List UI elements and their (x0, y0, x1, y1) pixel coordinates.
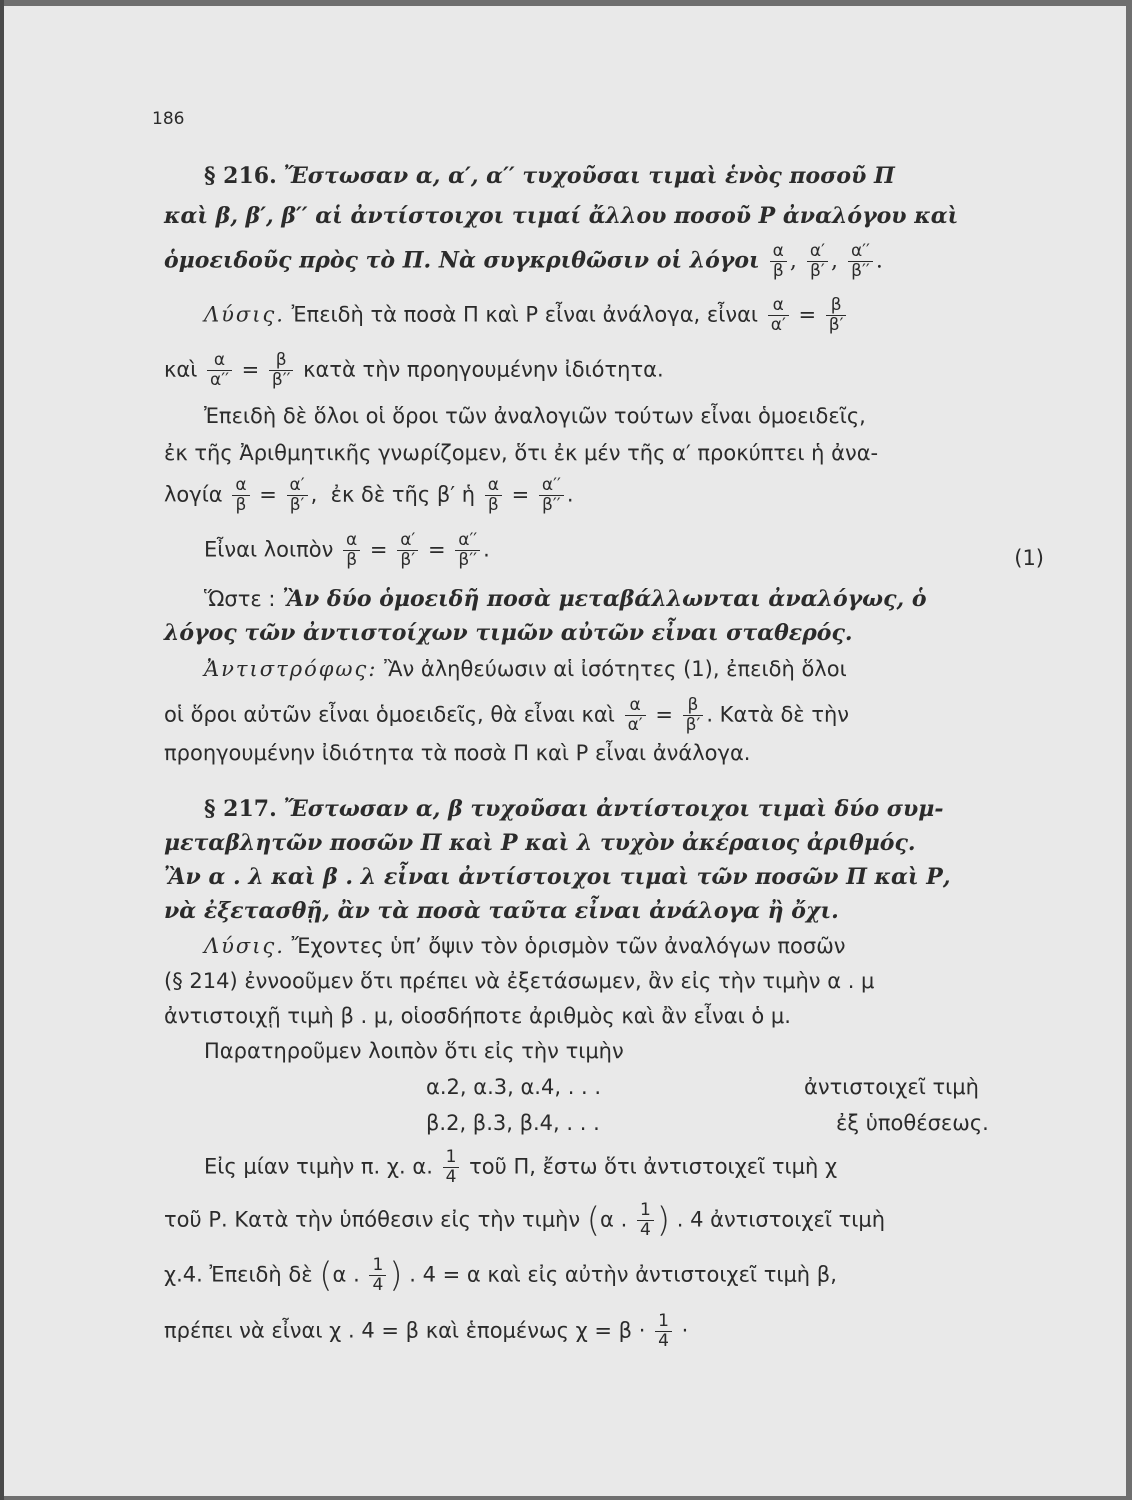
question-line3: χ.4. Ἐπειδὴ δὲ (α . $\frac{1}{4}$ ) . 4 = α καὶ εἰς αὐτὴν ἀντιστοιχεῖ τιμὴ β, (164, 1255, 837, 1296)
q4-text-a: πρέπει νὰ εἶναι χ . 4 = β καὶ ἑπομένως χ = β · (164, 1318, 646, 1343)
rule-line1 (204, 584, 927, 615)
converse-text2b: Κατὰ δὲ τὴν (719, 702, 850, 727)
section-217-solution-line1 (204, 931, 846, 961)
sol2-kai: καὶ (164, 357, 198, 382)
section-216-number: § 216. (204, 163, 277, 189)
q2-fraction: $\frac{1}{4}$ (637, 1201, 654, 1240)
equation-1-line: Εἶναι λοιπὸν $\frac{\alpha}{\beta}$ = $\frac{\alpha'}{\beta'}$ = $\frac{\alpha''}{\beta''}$ . (1) (204, 531, 1044, 570)
q4-text-b: · (681, 1318, 689, 1343)
equation-number: (1) (1014, 546, 1044, 570)
p2-fraction-3: $\frac{\alpha}{\beta}$ (485, 476, 502, 515)
sol2-fraction-1: $\frac{\alpha}{\alpha''}$ (207, 351, 232, 390)
section-216-line1: Ἔστωσαν α, α′, α′′ τυχοῦσαι τιμαὶ ἑνὸς ποσοῦ Π (283, 163, 895, 189)
p2-text: ἐκ δὲ τῆς β′ ἡ (330, 482, 476, 507)
question-line4 (164, 1312, 688, 1351)
section-217-solution-line2: (§ 214) ἐννοοῦμεν ὅτι πρέπει νὰ ἐξετάσωμεν, ἂν εἰς τὴν τιμὴν α . μ (164, 969, 875, 993)
solution-label-217: Λύσις. (204, 934, 285, 958)
p2-logia: λογία (164, 482, 223, 507)
converse-line3: προηγουμένην ἰδιότητα τὰ ποσὰ Π καὶ Ρ εἶναι ἀνάλογα. (164, 741, 751, 765)
p2-fraction-1: $\frac{\alpha}{\beta}$ (232, 476, 249, 515)
values-row-1-right: ἀντιστοιχεῖ τιμὴ (804, 1075, 979, 1099)
paragraph-2-line2: ἐκ τῆς Ἀριθμητικῆς γνωρίζομεν, ὅτι ἐκ μέν τῆς α′ προκύπτει ἡ ἀνα- (164, 441, 879, 465)
section-217-solution-line3: ἀντιστοιχῇ τιμὴ β . μ, οἱοσδήποτε ἀριθμὸς καὶ ἂν εἶναι ὁ μ. (164, 1004, 791, 1028)
converse-line2: οἱ ὅροι αὐτῶν εἶναι ὁμοειδεῖς, θὰ εἶναι καὶ $\frac{\alpha}{\alpha'}$ = $\frac{\beta}{\beta'}$ . Κατὰ δὲ τὴν (164, 695, 850, 735)
section-217-number: § 217. (204, 796, 277, 822)
section-216-solution-line2: καὶ $\frac{\alpha}{\alpha''}$ = $\frac{\beta}{\beta''}$ κατὰ τὴν προηγουμένην ἰδιότητα. (164, 350, 664, 390)
values-row-2-right: ἐξ ὑποθέσεως. (836, 1111, 989, 1135)
converse-fraction-2: $\frac{\beta}{\beta'}$ (683, 696, 704, 735)
converse-fraction-1: $\frac{\alpha}{\alpha'}$ (625, 696, 646, 735)
question-line2: τοῦ Ρ. Κατὰ τὴν ὑπόθεσιν εἰς τὴν τιμὴν (α . $\frac{1}{4}$ ) . 4 ἀντιστοιχεῖ τιμὴ (164, 1200, 886, 1241)
section-216-line2: καὶ β, β′, β′′ αἱ ἀντίστοιχοι τιμαί ἄλλου ποσοῦ Ρ ἀναλόγου καὶ (164, 203, 959, 229)
solution-217-text1: Ἔχοντες ὑπ’ ὄψιν τὸν ὁρισμὸν τῶν ἀναλόγων ποσῶν (291, 934, 846, 958)
q1-text-a: Εἰς μίαν τιμὴν π. χ. α. (204, 1154, 433, 1179)
q4-fraction: $\frac{1}{4}$ (655, 1312, 672, 1351)
observation-line: Παρατηροῦμεν λοιπὸν ὅτι εἰς τὴν τιμὴν (204, 1039, 624, 1063)
values-row-1: α.2, α.3, α.4, . . . (426, 1075, 602, 1099)
eq1-fraction-2: $\frac{\alpha'}{\beta'}$ (397, 531, 418, 570)
q3-text-b: . 4 = α καὶ εἰς αὐτὴν ἀντιστοιχεῖ τιμὴ β, (409, 1262, 837, 1287)
eq1-fraction-1: $\frac{\alpha}{\beta}$ (343, 531, 360, 570)
eq1-fraction-3: $\frac{\alpha''}{\beta''}$ (455, 531, 480, 570)
converse-text1: Ἂν ἀληθεύωσιν αἱ ἰσότητες (1), ἐπειδὴ ὅλοι (384, 657, 847, 681)
section-217-line2: μεταβλητῶν ποσῶν Π καὶ Ρ καὶ λ τυχὸν ἀκέραιος ἀριθμός. (164, 830, 916, 856)
section-217-line3: Ἂν α . λ καὶ β . λ εἶναι ἀντίστοιχοι τιμαὶ τῶν ποσῶν Π καὶ Ρ, (164, 864, 951, 890)
page-number: 186 (152, 109, 185, 129)
q1-fraction: $\frac{1}{4}$ (443, 1148, 460, 1187)
sol1-fraction-1: $\frac{\alpha}{\alpha'}$ (768, 296, 789, 335)
sol1-fraction-2: $\frac{\beta}{\beta'}$ (826, 296, 847, 335)
q2-text-a: τοῦ Ρ. Κατὰ τὴν ὑπόθεσιν εἰς τὴν τιμὴν (164, 1207, 581, 1232)
converse-text2a: οἱ ὅροι αὐτῶν εἶναι ὁμοειδεῖς, θὰ εἶναι καὶ (164, 702, 615, 727)
hoste-label: Ὥστε : (204, 587, 276, 611)
q2-text-b: . 4 ἀντιστοιχεῖ τιμὴ (676, 1207, 886, 1232)
solution-216-text1: Ἐπειδὴ τὰ ποσὰ Π καὶ Ρ εἶναι ἀνάλογα, εἶναι (291, 302, 759, 327)
q3-fraction: $\frac{1}{4}$ (369, 1256, 386, 1295)
section-217-heading (204, 794, 944, 825)
values-row-2: β.2, β.3, β.4, . . . (426, 1111, 600, 1135)
ratio-fraction-1: $\frac{\alpha}{\beta}$ (770, 242, 787, 281)
p2-fraction-2: $\frac{\alpha'}{\beta'}$ (287, 476, 308, 515)
section-216-solution-line1: Λύσις. Ἐπειδὴ τὰ ποσὰ Π καὶ Ρ εἶναι ἀνάλογα, εἶναι $\frac{\alpha}{\alpha'}$ = $\frac{\beta}{\beta'}$ (204, 296, 849, 335)
question-line1 (204, 1148, 837, 1187)
solution-label-216: Λύσις. (204, 302, 285, 327)
sol2-text: κατὰ τὴν προηγουμένην ἰδιότητα. (303, 357, 664, 382)
sol2-fraction-2: $\frac{\beta}{\beta''}$ (269, 351, 294, 390)
converse-label: Ἀντιστρόφως: (204, 657, 378, 681)
section-217-line4: νὰ ἐξετασθῇ, ἂν τὰ ποσὰ ταῦτα εἶναι ἀνάλογα ἢ ὄχι. (164, 898, 839, 924)
rule-text1: Ἂν δύο ὁμοειδῆ ποσὰ μεταβάλλωνται ἀναλόγως, ὁ (282, 586, 927, 612)
q3-inner: α . (332, 1262, 360, 1287)
q3-text-a: χ.4. Ἐπειδὴ δὲ (164, 1262, 313, 1287)
ratio-fraction-2: $\frac{\alpha'}{\beta'}$ (807, 242, 828, 281)
p2-fraction-4: $\frac{\alpha''}{\beta''}$ (539, 476, 564, 515)
rule-line2: λόγος τῶν ἀντιστοίχων τιμῶν αὐτῶν εἶναι σταθερός. (164, 620, 853, 646)
p3-text: Εἶναι λοιπὸν (204, 537, 334, 562)
ratio-fraction-3: $\frac{\alpha''}{\beta''}$ (848, 242, 873, 281)
section-217-line1: Ἔστωσαν α, β τυχοῦσαι ἀντίστοιχοι τιμαὶ δύο συμ- (283, 796, 944, 822)
section-216-heading (204, 161, 895, 192)
document-page (4, 6, 1126, 1496)
section-216-line3-text: ὁμοειδοῦς πρὸς τὸ Π. Νὰ συγκριθῶσιν οἱ λόγοι (164, 247, 760, 274)
converse-line1 (204, 654, 847, 684)
paragraph-2-line1: Ἐπειδὴ δὲ ὅλοι οἱ ὅροι τῶν ἀναλογιῶν τούτων εἶναι ὁμοειδεῖς, (204, 404, 866, 428)
paragraph-2-line3: λογία $\frac{\alpha}{\beta}$ = $\frac{\alpha'}{\beta'}$ , ἐκ δὲ τῆς β′ ἡ $\frac{\alpha}{\beta}$ = $\frac{\alpha''}{\beta''}$ . (164, 475, 574, 515)
q2-inner: α . (600, 1207, 628, 1232)
section-216-line3: ὁμοειδοῦς πρὸς τὸ Π. Νὰ συγκριθῶσιν οἱ λόγοι $\frac{\alpha}{\beta}$ , $\frac{\alpha'}{\beta'}$ , $\frac{\alpha''}{\beta''}$ . (164, 241, 883, 281)
q1-text-b: τοῦ Π, ἔστω ὅτι ἀντιστοιχεῖ τιμὴ χ (469, 1154, 838, 1179)
